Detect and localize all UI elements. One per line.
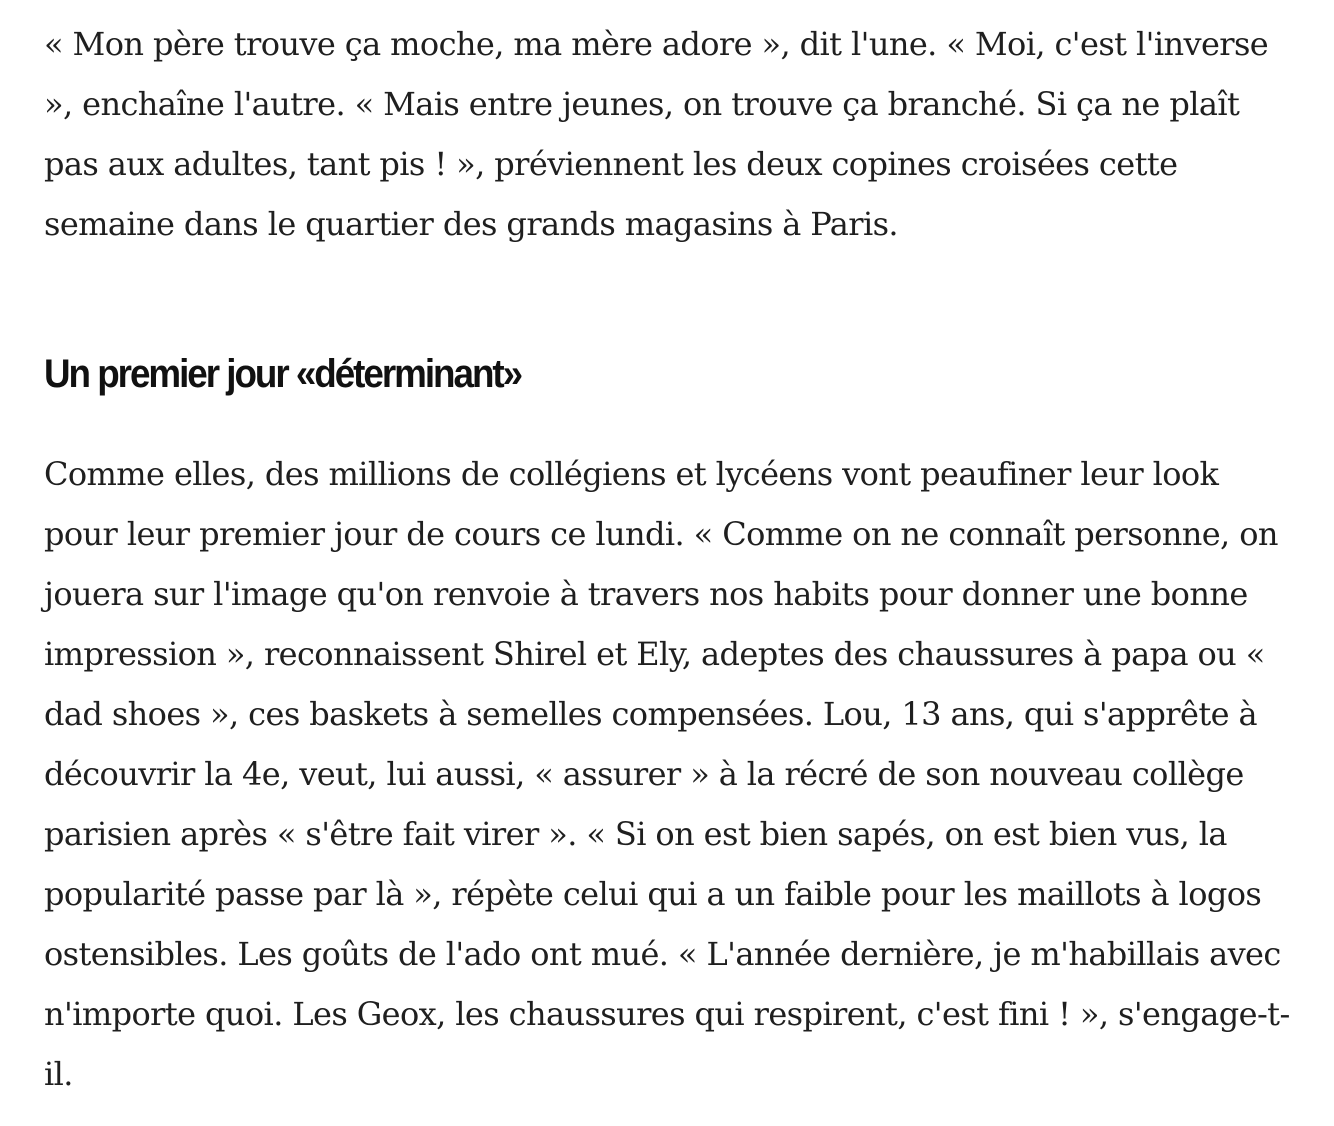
section-heading: Un premier jour «déterminant» xyxy=(44,352,522,396)
article-paragraph-2: Comme elles, des millions de collégiens et lycéens vont peaufiner leur look pour leur premier jour de cours ce lundi. « Comme on ne connaît personne, on jouera sur l'image qu'on renvoie à travers nos habits pour donner une bonne impression », reconnaissent Shirel et Ely, adeptes des chaussures à papa ou « dad shoes », ces baskets à semelles compensées. Lou, 13 ans, qui s'apprête à découvrir la 4e, veut, lui aussi, « assurer » à la récré de son nouveau collège parisien après « s'être fait virer ». « Si on est bien sapés, on est bien vus, la popularité passe par là », répète celui qui a un faible pour les maillots à logos ostensibles. Les goûts de l'ado ont mué. « L'année dernière, je m'habillais avec n'importe quoi. Les Geox, les chaussures qui respirent, c'est fini ! », s'engage-t-il. xyxy=(44,455,1290,1093)
article-body xyxy=(44,14,1294,1104)
article-paragraph-1: « Mon père trouve ça moche, ma mère adore », dit l'une. « Moi, c'est l'inverse », enchaîne l'autre. « Mais entre jeunes, on trouve ça branché. Si ça ne plaît pas aux adultes, tant pis ! », préviennent les deux copines croisées cette semaine dans le quartier des grands magasins à Paris. xyxy=(44,25,1269,243)
